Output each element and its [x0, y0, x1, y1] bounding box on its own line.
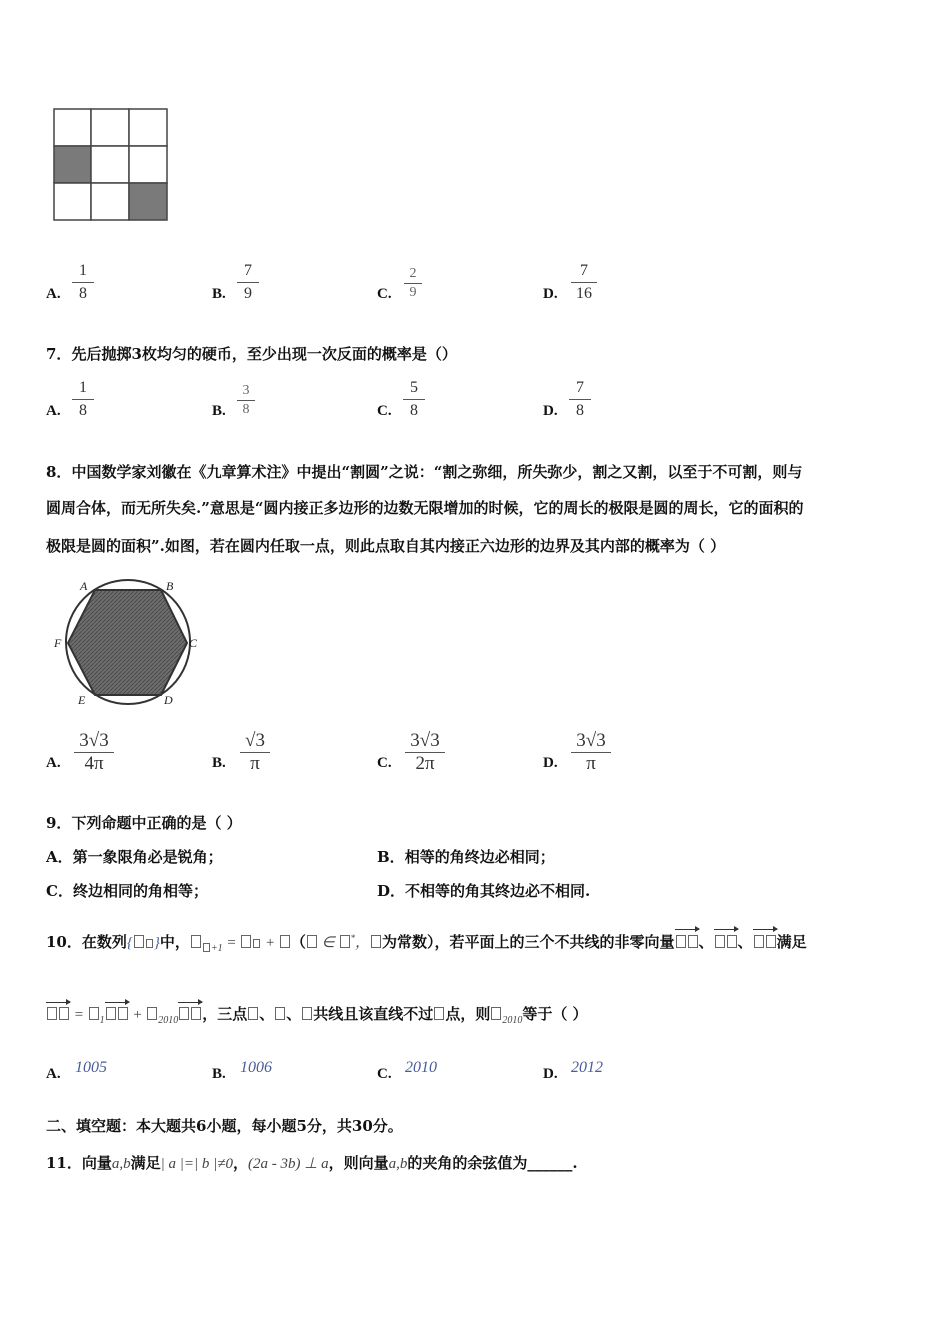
q9-option-d: D．不相等的角其终边必不相同. [377, 882, 591, 900]
q6-option-b-label: B. [212, 286, 226, 302]
answer-blank[interactable]: ______ [527, 1154, 573, 1172]
q8-option-a-fraction: 3√3 4π [74, 731, 114, 774]
label-d: D [164, 693, 173, 707]
q9-option-c: C．终边相同的角相等； [46, 882, 208, 900]
q7-option-b-label: B. [212, 403, 226, 419]
q10-option-a-label: A. [46, 1066, 61, 1082]
q6-option-d-fraction: 7 16 [571, 261, 597, 304]
label-e: E [78, 693, 86, 707]
q8-option-d-fraction: 3√3 π [571, 731, 611, 774]
vector-oc [753, 928, 777, 952]
q10-option-b-label: B. [212, 1066, 226, 1082]
domain-condition: ∈ *， [306, 935, 382, 951]
q10-option-b-value: 1006 [240, 1059, 272, 1076]
vector-oa [675, 928, 699, 952]
q11-stem: 11．向量a,b满足| a |=| b |≠0，(2a - 3b) ⊥ a，则向量a,b的夹角的余弦值为______. [46, 1154, 578, 1172]
recurrence-formula: $_{+1}$ = + [190, 935, 291, 951]
label-c: C [189, 636, 198, 650]
q8-stem-line3: 极限是圆的面积”.如图，若在圆内任取一点，则此点取自其内接正六边形的边界及其内部的概率为（ ） [46, 537, 726, 555]
q10-option-c-value: 2010 [405, 1059, 437, 1076]
q8-stem-line2: 圆周合体，而无所失矣.”意思是“圆内接正多边形的边数无限增加的时候，它的周长的极限是圆的周长，它的面积的 [46, 499, 804, 517]
hexagon-figure [50, 575, 210, 710]
label-b: B [166, 579, 174, 593]
q8-option-a-label: A. [46, 755, 61, 771]
vector-ob [714, 928, 738, 952]
q7-option-b-fraction: 3 8 [237, 383, 255, 418]
q6-option-c-fraction: 2 9 [404, 266, 422, 301]
q8-option-c-label: C. [377, 755, 392, 771]
q7-option-d-label: D. [543, 403, 558, 419]
q8-option-b-label: B. [212, 755, 226, 771]
section-heading: 二、填空题：本大题共6小题，每小题5分，共30分。 [46, 1117, 403, 1135]
q9-option-a: A．第一象限角必是锐角； [46, 848, 223, 866]
vector-equation: = $_1$ + $_{2010}$ [46, 1007, 202, 1023]
q9-stem: 9．下列命题中正确的是（ ） [46, 814, 242, 832]
label-f: F [54, 636, 62, 650]
q7-option-c-label: C. [377, 403, 392, 419]
q10-option-c-label: C. [377, 1066, 392, 1082]
q7-stem: 7．先后抛掷3枚均匀的硬币，至少出现一次反面的概率是（） [46, 345, 457, 363]
sequence-symbol: { } [126, 935, 160, 951]
q7-option-a-label: A. [46, 403, 61, 419]
q7-option-a-fraction: 1 8 [72, 378, 94, 421]
q6-option-b-fraction: 7 9 [237, 261, 259, 304]
q7-option-c-fraction: 5 8 [403, 378, 425, 421]
q8-option-c-fraction: 3√3 2π [405, 731, 445, 774]
q10-stem-line2: = $_1$ + $_{2010}$ ，三点 、 、 共线且该直线不过 点，则 $_{2010}$等于（ ） [46, 1001, 588, 1031]
q10-option-a-value: 1005 [75, 1059, 107, 1076]
q10-stem-line1: 10．在数列{ }中， $_{+1}$ = + （ ∈ *， 为常数），若平面上的三个不共线的非零向量 、 、 满足 [46, 928, 807, 959]
q10-option-d-value: 2012 [571, 1059, 603, 1076]
q6-option-a-label: A. [46, 286, 61, 302]
q6-option-d-label: D. [543, 286, 558, 302]
q6-option-c-label: C. [377, 286, 392, 302]
label-a: A [80, 579, 88, 593]
q9-option-b: B．相等的角终边必相同； [377, 848, 555, 866]
q6-option-a-fraction: 1 8 [72, 261, 94, 304]
q8-option-d-label: D. [543, 755, 558, 771]
grid-figure [53, 108, 171, 223]
q7-option-d-fraction: 7 8 [569, 378, 591, 421]
q8-option-b-fraction: √3 π [240, 731, 270, 774]
q10-option-d-label: D. [543, 1066, 558, 1082]
q8-stem-line1: 8．中国数学家刘徽在《九章算术注》中提出“割圆”之说：“割之弥细，所失弥少，割之又割，以至于不可割，则与 [46, 463, 803, 481]
